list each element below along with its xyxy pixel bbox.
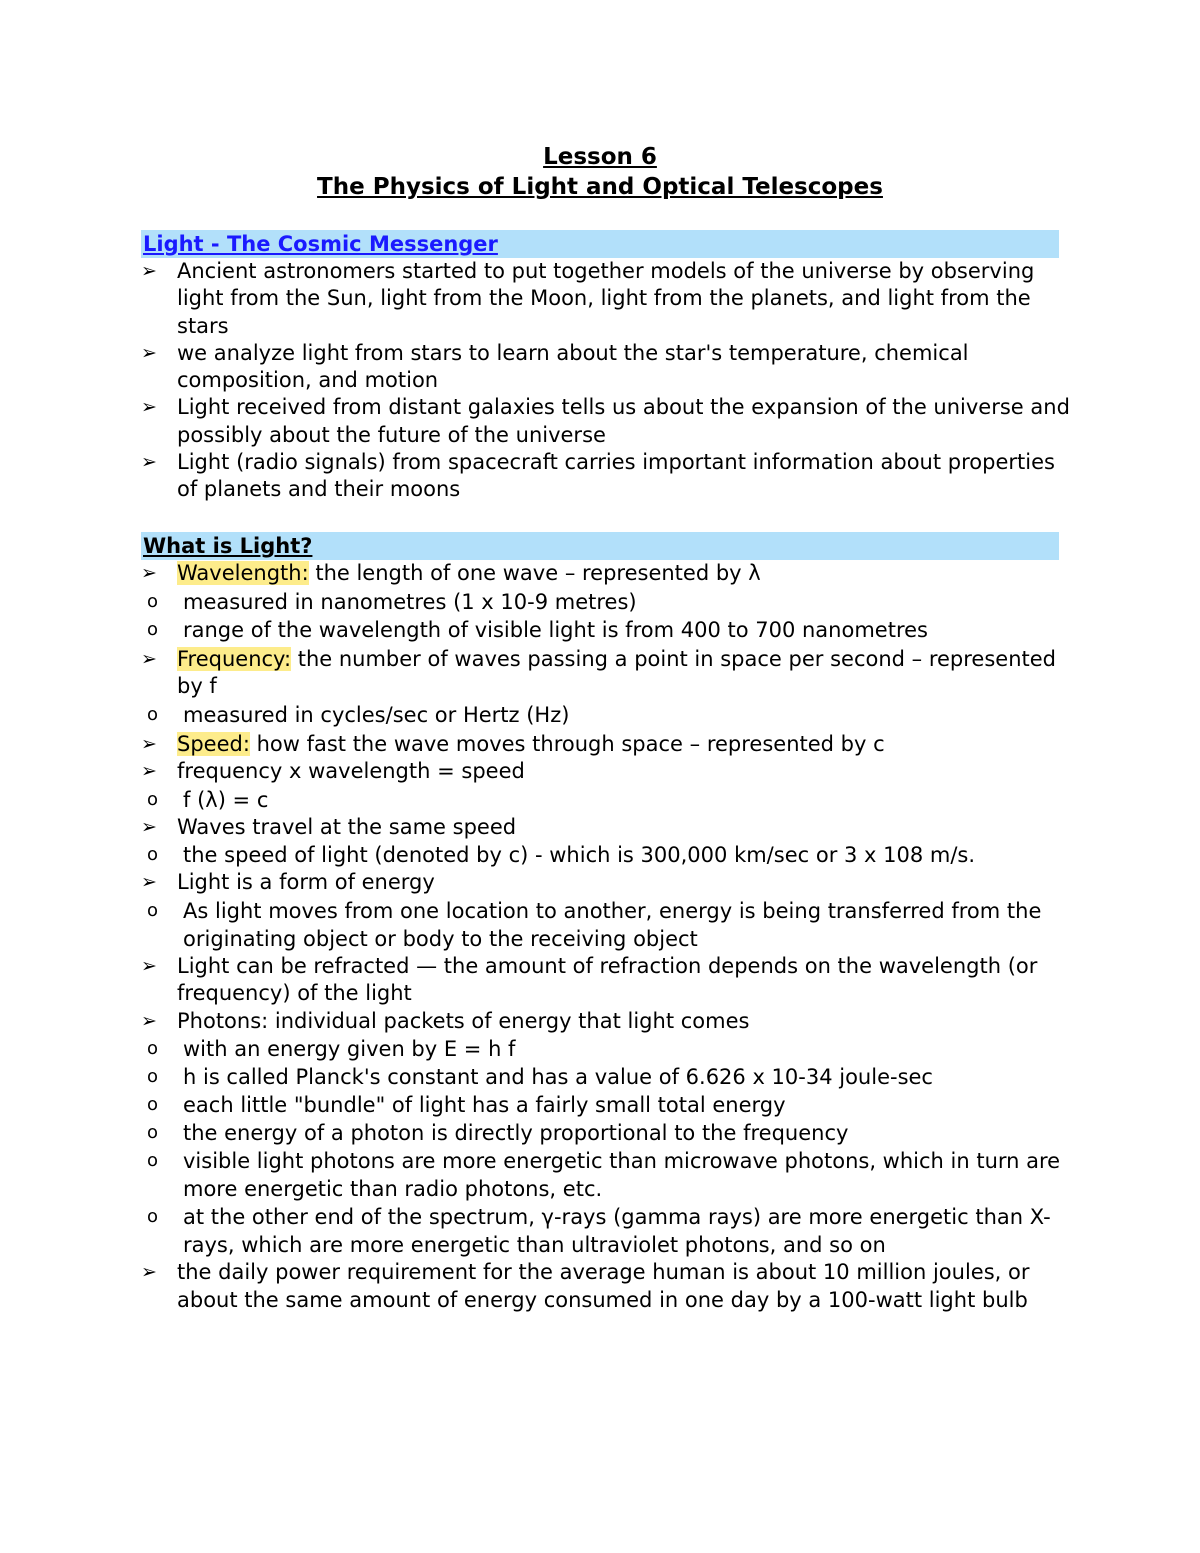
page-title-topic: The Physics of Light and Optical Telescopes	[317, 174, 883, 200]
list-item	[141, 394, 1071, 449]
arrow-bullet-icon: ➢	[141, 760, 157, 782]
list-item	[141, 449, 1071, 504]
list-item-text: Ancient astronomers started to put together models of the universe by observing light from the Sun, light from the Moon, light from the planets, and light from the stars	[177, 259, 1035, 338]
sub-list-item	[105, 841, 1071, 869]
list-item	[141, 340, 1071, 395]
list-item-text: Photons: individual packets of energy that light comes	[177, 1008, 750, 1033]
sub-item-text: h is called Planck's constant and has a value of 6.626 x 10-34 joule-sec	[183, 1065, 933, 1089]
arrow-bullet-icon: ➢	[141, 562, 157, 584]
circle-bullet-icon: o	[147, 618, 159, 640]
sub-list-item	[105, 1091, 1071, 1119]
circle-bullet-icon: o	[147, 788, 159, 810]
term-wavelength: Wavelength:	[177, 561, 309, 585]
circle-bullet-icon: o	[147, 1094, 159, 1115]
sub-list-item	[105, 616, 1071, 644]
list-item-text: Light received from distant galaxies tells us about the expansion of the universe and possibly about the future of the universe	[177, 395, 1070, 447]
list-item-text: Light can be refracted — the amount of refraction depends on the wavelength (or frequency) of the light	[177, 953, 1038, 1005]
sub-list-item	[105, 588, 1071, 616]
list-item-speed	[141, 731, 1071, 759]
section-cosmic-messenger-list	[141, 258, 1071, 504]
sub-list-item	[105, 786, 1071, 814]
sub-item-text: visible light photons are more energetic than microwave photons, which in turn are more energetic than radio photons, etc.	[183, 1149, 1061, 1201]
arrow-bullet-icon: ➢	[141, 341, 157, 364]
list-item-refraction	[141, 953, 1071, 1008]
section-what-is-light-list	[141, 560, 1071, 1314]
circle-bullet-icon: o	[147, 1122, 159, 1143]
sub-item-text: f (λ) = c	[183, 787, 269, 812]
list-item-text: frequency x wavelength = speed	[177, 759, 525, 783]
list-item-wavelength	[141, 560, 1071, 588]
sub-list-item	[105, 1063, 1071, 1091]
sub-item-text: each little "bundle" of light has a fairly small total energy	[183, 1093, 786, 1117]
sub-list-item	[105, 1119, 1071, 1147]
circle-bullet-icon: o	[147, 1066, 159, 1087]
arrow-bullet-icon: ➢	[141, 732, 157, 755]
sub-list-item	[105, 1035, 1071, 1063]
sub-list-item	[105, 1147, 1071, 1203]
sub-list-item	[105, 701, 1071, 729]
list-item-text: the daily power requirement for the average human is about 10 million joules, or about the same amount of energy consumed in one day by a 100-watt light bulb	[177, 1260, 1030, 1312]
list-item-text: how fast the wave moves through space – represented by c	[249, 731, 885, 756]
list-item-energy	[141, 869, 1071, 897]
sub-list-item	[105, 897, 1071, 953]
sub-item-text: with an energy given by E = h f	[183, 1037, 516, 1061]
arrow-bullet-icon: ➢	[141, 396, 157, 419]
sub-item-text: measured in cycles/sec or Hertz (Hz)	[183, 702, 570, 727]
arrow-bullet-icon: ➢	[141, 871, 157, 893]
page-title-lesson: Lesson 6	[543, 144, 657, 170]
list-item-text: Light (radio signals) from spacecraft carries important information about properties of planets and their moons	[177, 450, 1055, 502]
circle-bullet-icon: o	[147, 703, 159, 725]
section-heading-cosmic-messenger: Light - The Cosmic Messenger	[141, 230, 1059, 258]
list-item-formula	[141, 758, 1071, 786]
arrow-bullet-icon: ➢	[141, 647, 157, 670]
list-item-travel	[141, 814, 1071, 842]
list-item-text: Light is a form of energy	[177, 870, 435, 894]
circle-bullet-icon: o	[147, 844, 159, 865]
sub-item-text: As light moves from one location to another, energy is being transferred from the originating object or body to the receiving object	[183, 898, 1042, 951]
arrow-bullet-icon: ➢	[141, 451, 157, 474]
term-speed: Speed:	[177, 731, 250, 756]
circle-bullet-icon: o	[147, 1206, 159, 1227]
sub-list-item	[105, 1203, 1071, 1259]
sub-item-text: the energy of a photon is directly proportional to the frequency	[183, 1121, 849, 1145]
section-heading-what-is-light: What is Light?	[141, 532, 1059, 560]
list-item-power	[141, 1259, 1071, 1314]
sub-item-text: range of the wavelength of visible light is from 400 to 700 nanometres	[183, 617, 928, 642]
list-item-text: the length of one wave – represented by λ	[308, 561, 761, 585]
term-frequency: Frequency:	[177, 646, 292, 671]
list-item-frequency	[141, 646, 1071, 701]
list-item-text: the number of waves passing a point in space per second – represented by f	[177, 646, 1056, 698]
list-item	[141, 258, 1071, 340]
arrow-bullet-icon: ➢	[141, 954, 157, 977]
sub-item-text: the speed of light (denoted by c) - which is 300,000 km/sec or 3 x 108 m/s.	[183, 843, 976, 867]
arrow-bullet-icon: ➢	[141, 815, 157, 838]
arrow-bullet-icon: ➢	[141, 1009, 157, 1032]
sub-item-text: measured in nanometres (1 x 10-9 metres)	[183, 589, 637, 614]
list-item-text: Waves travel at the same speed	[177, 814, 517, 839]
list-item-photons	[141, 1008, 1071, 1036]
circle-bullet-icon: o	[147, 1150, 159, 1171]
circle-bullet-icon: o	[147, 590, 159, 612]
circle-bullet-icon: o	[147, 899, 159, 921]
arrow-bullet-icon: ➢	[141, 260, 157, 282]
arrow-bullet-icon: ➢	[141, 1261, 157, 1283]
circle-bullet-icon: o	[147, 1038, 159, 1059]
sub-item-text: at the other end of the spectrum, γ-rays (gamma rays) are more energetic than X-rays, which are more energetic than ultraviolet photons, and so on	[183, 1205, 1051, 1257]
list-item-text: we analyze light from stars to learn about the star's temperature, chemical composition, and motion	[177, 340, 969, 393]
